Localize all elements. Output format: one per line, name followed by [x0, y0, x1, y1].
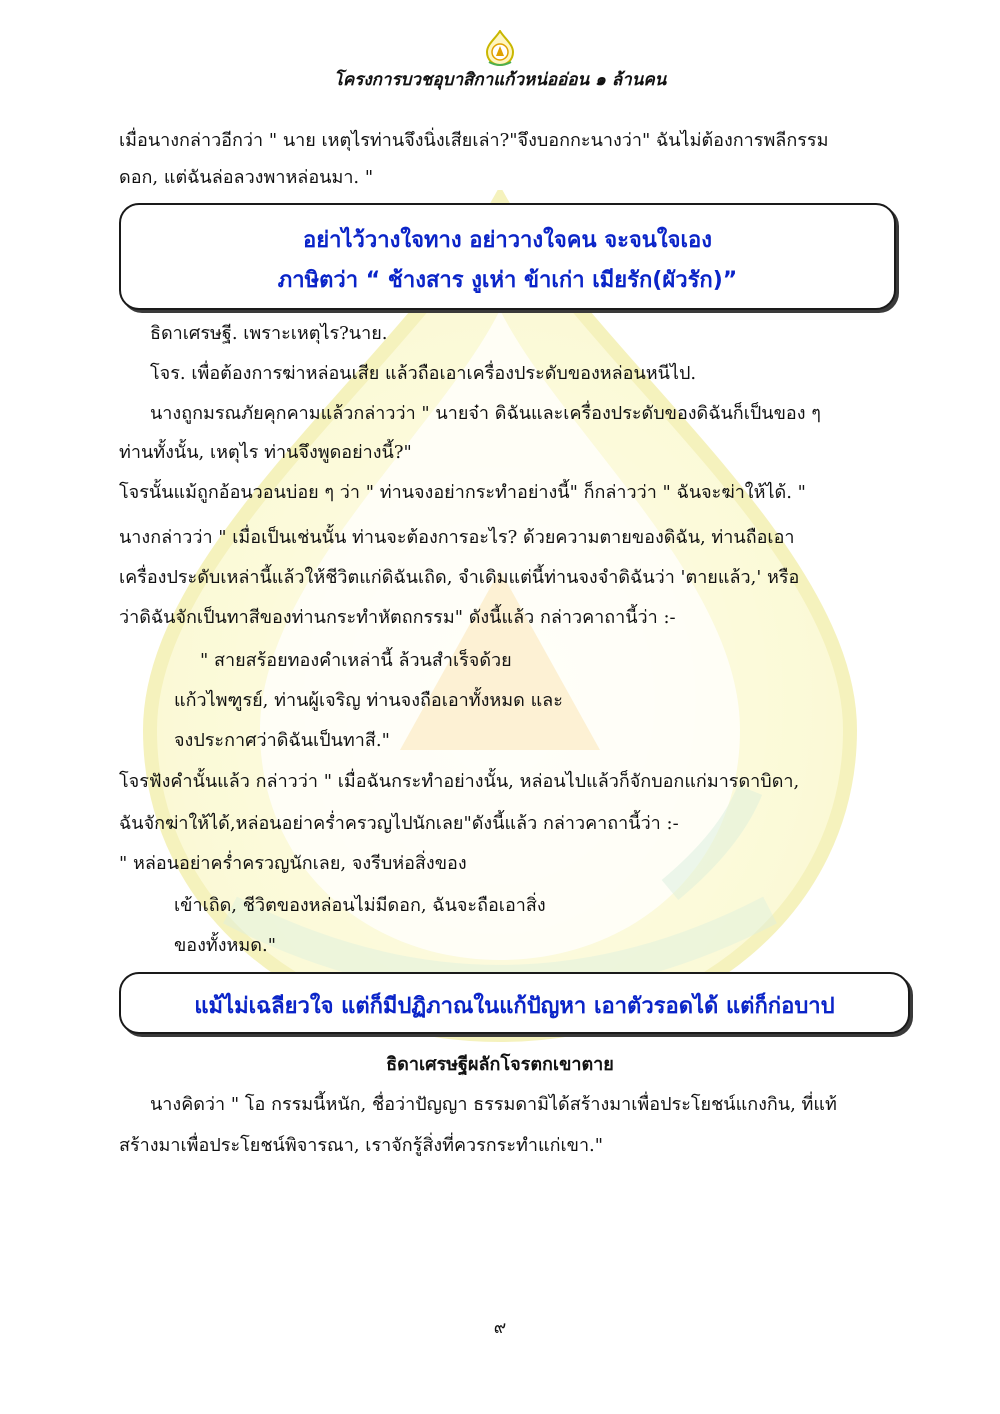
body-line: ท่านทั้งนั้น, เหตุไร ท่านจึงพูดอย่างนี้?"	[119, 442, 412, 463]
body-line: โจรฟังคำนั้นแล้ว กล่าวว่า " เมื่อฉันกระทำอย่างนั้น, หล่อนไปแล้วก็จักบอกแก่มารดาบิดา,	[119, 771, 800, 792]
header-title: โครงการบวชอุบาสิกาแก้วหน่ออ่อน ๑ ล้านคน	[333, 70, 667, 90]
body-line: ดอก, แต่ฉันล่อลวงพาหล่อนมา. "	[119, 167, 374, 188]
callout-line-2: ภาษิตว่า “ ช้างสาร งูเห่า ข้าเก่า เมียรัก(ผัวรัก)”	[277, 268, 738, 293]
verse-line: แก้วไพฑูรย์, ท่านผู้เจริญ ท่านจงถือเอาทั้งหมด และ	[174, 690, 563, 711]
verse-line: เข้าเถิด, ชีวิตของหล่อนไม่มีดอก, ฉันจะถือเอาสิ่ง	[174, 895, 546, 916]
callout-line-1: อย่าไว้วางใจทาง อย่าวางใจคน จะจนใจเอง	[303, 228, 712, 253]
body-line: เมื่อนางกล่าวอีกว่า " นาย เหตุไรท่านจึงนิ่งเสียเล่า?"จึงบอกกะนางว่า" ฉันไม่ต้องการพลีกรรม	[119, 130, 829, 151]
lesson-callout-box	[119, 972, 910, 1034]
callout-line-1: แม้ไม่เฉลียวใจ แต่ก็มีปฏิภาณในแก้ปัญหา เอาตัวรอดได้ แต่ก็ก่อบาป	[194, 994, 835, 1019]
body-line: นางคิดว่า " โอ กรรมนี้หนัก, ชื่อว่าปัญญา ธรรมดามิได้สร้างมาเพื่อประโยชน์แกงกิน, ที่แท้	[150, 1094, 837, 1115]
proverb-callout-box	[119, 203, 896, 310]
body-line: สร้างมาเพื่อประโยชน์พิจารณา, เราจักรู้สิ่งที่ควรกระทำแก่เขา."	[119, 1135, 604, 1156]
body-line: โจรนั้นแม้ถูกอ้อนวอนบ่อย ๆ ว่า " ท่านจงอย่ากระทำอย่างนี้" ก็กล่าวว่า " ฉันจะฆ่าให้ได้. "	[119, 482, 806, 503]
verse-line: " สายสร้อยทองคำเหล่านี้ ล้วนสำเร็จด้วย	[200, 650, 512, 671]
body-line: ธิดาเศรษฐี. เพราะเหตุไร?นาย.	[150, 323, 388, 344]
body-line: โจร. เพื่อต้องการฆ่าหล่อนเสีย แล้วถือเอาเครื่องประดับของหล่อนหนีไป.	[150, 363, 697, 384]
section-heading: ธิดาเศรษฐีผลักโจรตกเขาตาย	[386, 1054, 614, 1075]
verse-line: ของทั้งหมด."	[174, 935, 276, 956]
body-line: นางกล่าวว่า " เมื่อเป็นเช่นนั้น ท่านจะต้องการอะไร? ด้วยความตายของดิฉัน, ท่านถือเอา	[119, 527, 795, 548]
body-line: เครื่องประดับเหล่านี้แล้วให้ชีวิตแก่ดิฉันเถิด, จำเดิมแต่นี้ท่านจงจำดิฉันว่า 'ตายแล้ว,' หรือ	[119, 567, 800, 588]
body-line: ฉันจักฆ่าให้ได้,หล่อนอย่าคร่ำครวญไปนักเลย"ดังนี้แล้ว กล่าวคาถานี้ว่า :-	[119, 813, 679, 834]
header-logo-icon	[484, 30, 516, 66]
body-line: นางถูกมรณภัยคุกคามแล้วกล่าวว่า " นายจ๋า ดิฉันและเครื่องประดับของดิฉันก็เป็นของ ๆ	[150, 403, 821, 424]
page-number: ๙	[493, 1318, 507, 1338]
body-line: ว่าดิฉันจักเป็นทาสีของท่านกระทำหัตถกรรม" ดังนี้แล้ว กล่าวคาถานี้ว่า :-	[119, 607, 676, 628]
verse-line: จงประกาศว่าดิฉันเป็นทาสี."	[174, 730, 390, 751]
verse-line: " หล่อนอย่าคร่ำครวญนักเลย, จงรีบห่อสิ่งของ	[119, 853, 467, 874]
